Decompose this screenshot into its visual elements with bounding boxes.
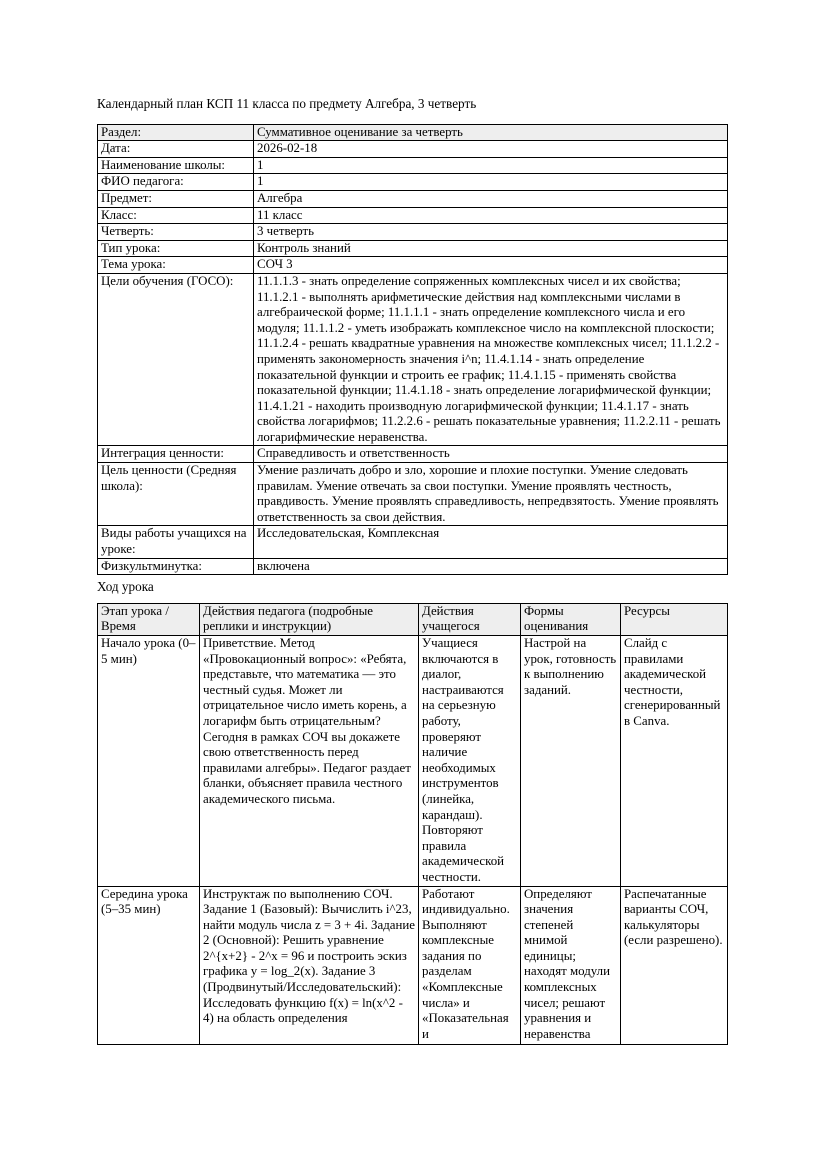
info-value: 1 <box>254 174 728 191</box>
info-row-learning-objectives <box>98 273 728 446</box>
info-row-values-integration <box>98 446 728 463</box>
info-row-lesson-topic <box>98 257 728 274</box>
info-label: Четверть: <box>98 224 254 241</box>
column-header-stage: Этап урока / Время <box>98 603 200 635</box>
stage-cell: Начало урока (0–5 мин) <box>98 636 200 887</box>
info-value: включена <box>254 558 728 575</box>
info-value: Суммативное оценивание за четверть <box>254 124 728 141</box>
info-value: Исследовательская, Комплексная <box>254 526 728 558</box>
info-label: Физкультминутка: <box>98 558 254 575</box>
assessment-cell: Настрой на урок, готовность к выполнению заданий. <box>521 636 621 887</box>
teacher-actions-cell <box>200 886 419 1044</box>
info-row-physical-break <box>98 558 728 575</box>
lesson-stage-row-start <box>98 636 728 887</box>
resources-text: Распечатанные варианты СОЧ, калькуляторы (если разрешено). <box>624 886 723 948</box>
info-label: Цели обучения (ГОСО): <box>98 273 254 446</box>
info-row-date <box>98 141 728 158</box>
info-value: Умение различать добро и зло, хорошие и плохие поступки. Умение следовать правилам. Умение отвечать за свои поступки. Умение проявлять честность, правдивость. Умение проявлять справедливость, непредвзятость. Умение проявлять ответственность за свои действия. <box>254 463 728 526</box>
info-value: 3 четверть <box>254 224 728 241</box>
info-value: 11.1.1.3 - знать определение сопряженных комплексных чисел и их свойства; 11.1.2.1 - выполнять арифметические действия над комплексными числами в алгебраической форме; 11.1.1.1 - знать определение комплексного числа и его модуля; 11.1.1.2 - уметь изображать комплексное число на комплексной плоскости; 11.1.2.4 - решать квадратные уравнения на множестве комплексных чисел; 11.1.2.2 - применять закономерность значения i^n; 11.4.1.14 - знать определение показательной функции и строить ее график; 11.4.1.15 - применять свойства показательной функции; 11.4.1.18 - знать определение логарифмической функции; 11.4.1.21 - находить производную логарифмической функции; 11.4.1.17 - знать свойства логарифмов; 11.2.2.6 - решать показательные уравнения; 11.2.2.11 - решать логарифмические неравенства. <box>254 273 728 446</box>
info-label: ФИО педагога: <box>98 174 254 191</box>
info-row-quarter <box>98 224 728 241</box>
stage-text: Середина урока (5–35 мин) <box>101 886 188 917</box>
info-label: Цель ценности (Средняя школа): <box>98 463 254 526</box>
info-row-lesson-type <box>98 240 728 257</box>
info-row-class <box>98 207 728 224</box>
info-row-student-work-types <box>98 526 728 558</box>
lesson-flow-heading: Ход урока <box>97 579 154 595</box>
student-actions-text: Работают индивидуально. Выполняют комплексные задания по разделам «Комплексные числа» и «Показательная и <box>422 886 510 1041</box>
lesson-flow-table <box>97 603 728 1045</box>
info-value: Контроль знаний <box>254 240 728 257</box>
info-value: 11 класс <box>254 207 728 224</box>
info-label: Наименование школы: <box>98 157 254 174</box>
student-actions-cell: Учащиеся включаются в диалог, настраиваются на серьезную работу, проверяют наличие необходимых инструментов (линейка, карандаш). Повторяют правила академической честности. <box>419 636 521 887</box>
info-row-values-goal <box>98 463 728 526</box>
info-row-section <box>98 124 728 141</box>
teacher-actions-text: Инструктаж по выполнению СОЧ. Задание 1 (Базовый): Вычислить i^23, найти модуль числа z = 3 + 4i. Задание 2 (Основной): Решить уравнение 2^{x+2} - 2^x = 96 и построить эскиз графика y = log_2(x). Задание 3 (Продвинутый/Исследовательский): Исследовать функцию f(x) = ln(x^2 - 4) на область определения <box>203 886 415 1026</box>
info-row-subject <box>98 190 728 207</box>
resources-cell: Слайд с правилами академической честности, сгенерированный в Canva. <box>621 636 728 887</box>
info-value: Алгебра <box>254 190 728 207</box>
lesson-info-table <box>97 124 728 576</box>
column-header-assessment: Формы оценивания <box>521 603 621 635</box>
info-value: Справедливость и ответственность <box>254 446 728 463</box>
info-label: Раздел: <box>98 124 254 141</box>
info-label: Виды работы учащихся на уроке: <box>98 526 254 558</box>
lesson-flow-header-row <box>98 603 728 635</box>
info-value: СОЧ 3 <box>254 257 728 274</box>
info-label: Дата: <box>98 141 254 158</box>
info-value: 2026-02-18 <box>254 141 728 158</box>
info-label: Интеграция ценности: <box>98 446 254 463</box>
resources-cell <box>621 886 728 1044</box>
teacher-actions-cell: Приветствие. Метод «Провокационный вопрос»: «Ребята, представьте, что математика — это честный судья. Может ли отрицательное число иметь корень, а логарифм быть отрицательным? Сегодня в рамках СОЧ вы докажете свою ответственность перед правилами алгебры». Педагог раздает бланки, объясняет правила честного академического письма. <box>200 636 419 887</box>
column-header-student-actions: Действия учащегося <box>419 603 521 635</box>
info-label: Класс: <box>98 207 254 224</box>
student-actions-cell <box>419 886 521 1044</box>
info-row-teacher-name <box>98 174 728 191</box>
column-header-teacher-actions: Действия педагога (подробные реплики и инструкции) <box>200 603 419 635</box>
info-label: Предмет: <box>98 190 254 207</box>
info-row-school-name <box>98 157 728 174</box>
info-value: 1 <box>254 157 728 174</box>
lesson-stage-row-middle <box>98 886 728 1044</box>
document-content <box>97 96 727 1045</box>
assessment-text: Определяют значения степеней мнимой единицы; находят модули комплексных чисел; решают уравнения и неравенства <box>524 886 610 1041</box>
stage-cell <box>98 886 200 1044</box>
info-label: Тема урока: <box>98 257 254 274</box>
info-label: Тип урока: <box>98 240 254 257</box>
column-header-resources: Ресурсы <box>621 603 728 635</box>
assessment-cell <box>521 886 621 1044</box>
document-title: Календарный план КСП 11 класса по предмету Алгебра, 3 четверть <box>97 96 477 111</box>
